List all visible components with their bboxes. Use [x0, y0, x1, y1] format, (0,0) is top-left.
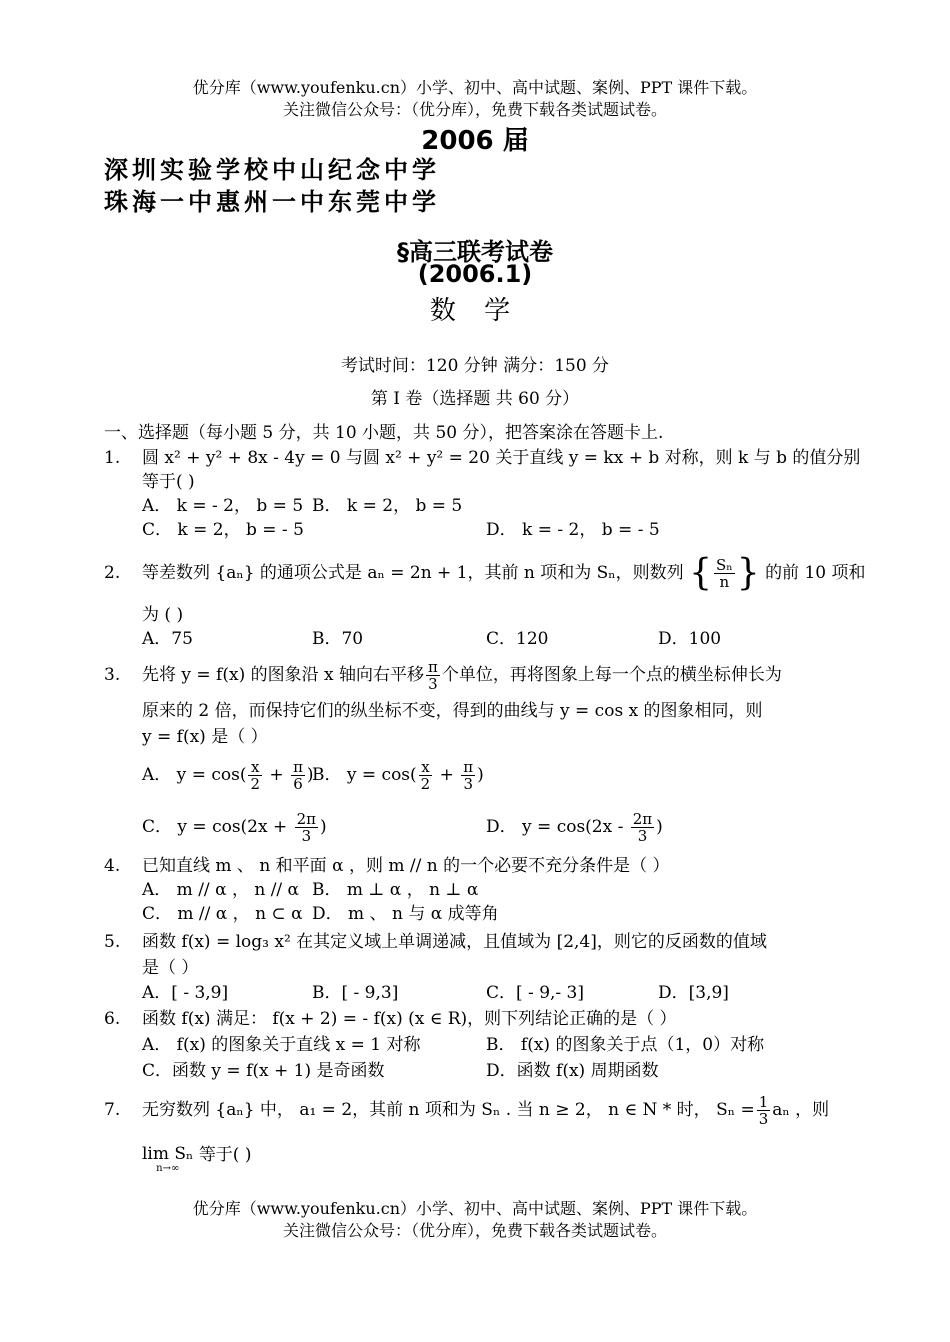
limit-subscript: n→∞: [156, 1163, 180, 1174]
q3-a-f2-num: π: [293, 758, 303, 776]
q5-stem: 函数 f(x) = log₃ x² 在其定义域上单调递减，且值域为 [2,4]，则它的反函数的值域: [142, 932, 767, 952]
q6-stem: 函数 f(x) 满足： f(x + 2) = - f(x) (x ∈ R)，则下列结论正确的是（ ）: [142, 1009, 677, 1029]
q6-option-c: C．函数 y = f(x + 1) 是奇函数: [142, 1061, 385, 1081]
exam-year: 2006 届: [421, 126, 529, 156]
q5-option-d: D．[3,9]: [658, 983, 729, 1003]
q3-option-a: [142, 752, 314, 798]
exam-date: (2006.1): [417, 260, 533, 288]
q3-c-frac-num: 2π: [296, 810, 317, 828]
q5-option-c: C．[ - 9,- 3]: [486, 983, 585, 1003]
q6-option-d: D．函数 f(x) 周期函数: [486, 1061, 659, 1081]
q1-stem-cont: 等于( ): [142, 472, 195, 492]
q3-a-frac-2: [291, 759, 305, 792]
q3-a-prefix: A． y = cos(: [142, 765, 247, 785]
header-line-1: 优分库（www.youfenku.cn）小学、初中、高中试题、案例、PPT 课件下载。: [192, 78, 758, 97]
q2-frac-num: Sₙ: [715, 556, 733, 574]
q3-b-f2-num: π: [463, 758, 474, 776]
q2-stem: [142, 548, 866, 599]
q3-frac-den: 3: [428, 675, 438, 693]
footer-line-1: 优分库（www.youfenku.cn）小学、初中、高中试题、案例、PPT 课件下载。: [192, 1199, 758, 1218]
q1-option-d: D． k = - 2， b = - 5: [486, 520, 660, 540]
q3-a-frac-1: [248, 759, 262, 792]
q3-b-prefix: B． y = cos(: [312, 765, 417, 785]
q4-option-b: B． m ⊥ α ， n ⊥ α: [312, 880, 479, 900]
q3-a-f1-num: x: [248, 759, 262, 776]
q3-stem-a: 先将 y = f(x) 的图象沿 x 轴向右平移: [142, 665, 425, 685]
school-list-1: 深圳实验学校中山纪念中学: [104, 156, 440, 184]
footer-line-2: 关注微信公众号：（优分库），免费下载各类试题试卷。: [282, 1221, 667, 1240]
q7-stem-b: aₙ ，则: [772, 1100, 830, 1120]
q7-stem-cont: 等于( ): [198, 1145, 252, 1165]
q3-stem-b: 个单位，再将图象上每一个点的横坐标伸长为: [441, 665, 782, 685]
q3-d-suffix: ): [656, 817, 663, 837]
q3-number: 3.: [104, 665, 121, 685]
q3-c-prefix: C． y = cos(2x +: [142, 817, 293, 837]
q1-number: 1.: [104, 448, 121, 468]
q5-option-b: B．[ - 9,3]: [312, 983, 399, 1003]
q6-option-a: A． f(x) 的图象关于直线 x = 1 对称: [142, 1035, 421, 1055]
limit-text: lim Sₙ: [142, 1144, 194, 1164]
q7-fraction: [757, 1094, 771, 1127]
q3-option-d: [486, 804, 663, 850]
q3-d-frac: [631, 811, 654, 844]
q3-c-frac-den: 3: [301, 827, 312, 845]
q7-limit: [142, 1144, 251, 1174]
part-heading: 第 I 卷（选择题 共 60 分）: [370, 389, 580, 409]
q3-b-plus: +: [434, 765, 460, 785]
q3-d-frac-den: 3: [637, 827, 648, 845]
q3-a-f1-den: 2: [250, 775, 260, 793]
q3-fraction: [426, 659, 440, 692]
q3-c-suffix: ): [320, 817, 327, 837]
q3-b-f1-num: x: [419, 759, 433, 776]
q3-d-frac-num: 2π: [632, 810, 653, 828]
exam-title: §高三联考试卷: [397, 238, 553, 266]
q1-stem: 圆 x² + y² + 8x - 4y = 0 与圆 x² + y² = 20 关于直线 y = kx + b 对称，则 k 与 b 的值分别: [142, 448, 861, 468]
school-list-2: 珠海一中惠州一中东莞中学: [104, 188, 440, 216]
q7-stem: [142, 1085, 829, 1135]
q3-a-plus: +: [264, 765, 290, 785]
limit-expression: [142, 1144, 193, 1174]
q3-stem-cont-2: y = f(x) 是（ ）: [142, 727, 268, 747]
q3-b-frac-2: [461, 759, 475, 792]
q3-b-f1-den: 2: [420, 775, 431, 793]
header-line-2: 关注微信公众号：（优分库），免费下载各类试题试卷。: [282, 100, 667, 119]
q3-a-f2-den: 6: [293, 775, 303, 793]
q3-stem: [142, 650, 782, 700]
q7-stem-a: 无穷数列 {aₙ} 中， a₁ = 2，其前 n 项和为 Sₙ . 当 n ≥ 2， n ∈ N * 时， Sₙ =: [142, 1100, 755, 1120]
q3-b-f2-den: 3: [463, 775, 473, 793]
q1-option-c: C． k = 2， b = - 5: [142, 520, 304, 540]
q2-option-b: B．70: [312, 629, 364, 649]
q3-c-frac: [295, 811, 318, 844]
q2-stem-b: 的前 10 项和: [765, 563, 866, 583]
q2-frac-den: n: [719, 573, 730, 591]
q2-option-c: C．120: [486, 629, 549, 649]
q2-fraction: [714, 557, 735, 590]
q6-number: 6.: [104, 1009, 121, 1029]
q4-number: 4.: [104, 856, 121, 876]
q4-option-d: D． m 、 n 与 α 成等角: [312, 904, 499, 924]
left-brace-icon: {: [689, 552, 712, 594]
exam-time-info: 考试时间：120 分钟 满分：150 分: [340, 356, 610, 376]
exam-subject: 数 学: [429, 296, 521, 326]
q5-option-a: A．[ - 3,9]: [142, 983, 229, 1003]
q1-option-b: B． k = 2， b = 5: [312, 496, 463, 516]
q7-frac-num: 1: [758, 1093, 769, 1111]
q3-option-b: [312, 752, 484, 798]
q4-option-c: C． m // α ， n ⊂ α: [142, 904, 303, 924]
q3-option-c: [142, 804, 327, 850]
q2-option-d: D．100: [658, 629, 722, 649]
right-brace-icon: }: [736, 552, 760, 594]
q4-stem: 已知直线 m 、 n 和平面 α ，则 m // n 的一个必要不充分条件是（ ）: [142, 856, 670, 876]
q2-stem-cont: 为 ( ): [142, 605, 184, 625]
q3-frac-num: π: [428, 658, 438, 676]
q3-d-prefix: D． y = cos(2x -: [486, 817, 629, 837]
q1-option-a: A． k = - 2， b = 5: [142, 496, 304, 516]
section-instructions: 一、选择题（每小题 5 分，共 10 小题，共 50 分），把答案涂在答题卡上.: [104, 423, 664, 443]
q7-frac-den: 3: [758, 1110, 769, 1128]
q7-number: 7.: [104, 1100, 121, 1120]
q4-option-a: A． m // α ， n // α: [142, 880, 300, 900]
q3-b-suffix: ): [477, 765, 484, 785]
q2-stem-a: 等差数列 {aₙ} 的通项公式是 aₙ = 2n + 1，其前 n 项和为 Sₙ，则数列: [142, 563, 684, 583]
q3-a-suffix: ): [306, 765, 314, 785]
q3-stem-cont: 原来的 2 倍，而保持它们的纵坐标不变，得到的曲线与 y = cos x 的图象相同，则: [142, 701, 763, 721]
q5-stem-cont: 是（ ）: [142, 958, 199, 978]
q6-option-b: B． f(x) 的图象关于点（1，0）对称: [486, 1035, 765, 1055]
q5-number: 5.: [104, 932, 121, 952]
q2-option-a: A．75: [142, 629, 193, 649]
q3-b-frac-1: [419, 759, 433, 792]
q2-number: 2.: [104, 563, 121, 583]
